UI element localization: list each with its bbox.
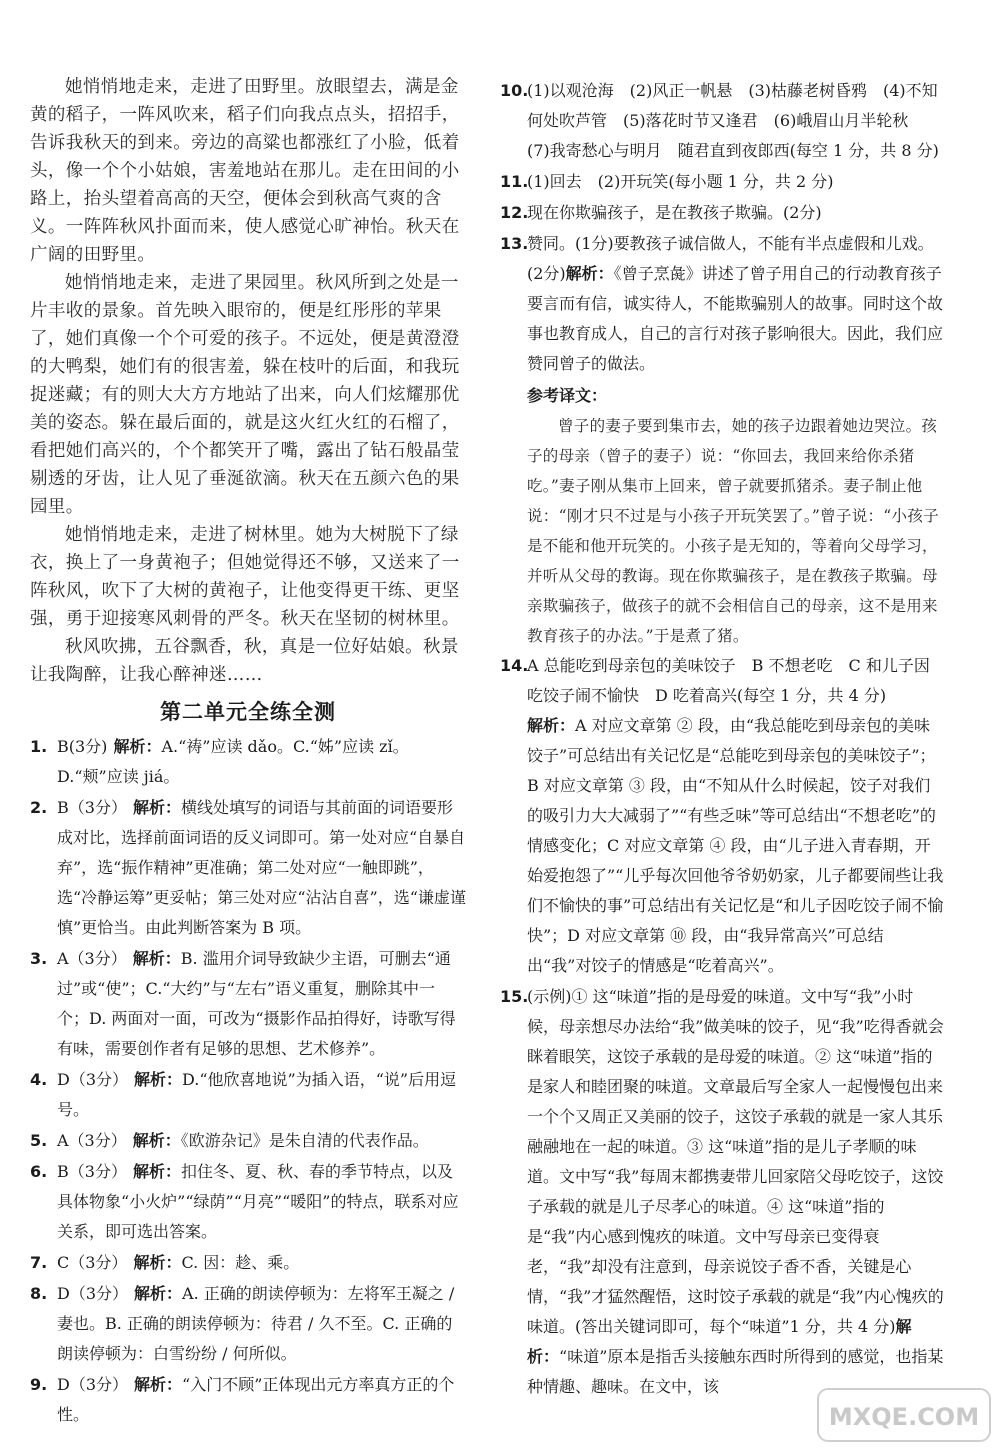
item-number: 9. <box>30 1375 48 1394</box>
item-number: 2. <box>30 798 48 817</box>
answer-item <box>30 732 466 792</box>
answer-item <box>500 76 945 166</box>
item-number: 4. <box>30 1070 48 1089</box>
analysis-text: A. 正确的朗读停顿为：左将军王凝之 / 妻也。B. 正确的朗读停顿为：待君 / 久不至。C. 正确的朗读停顿为：白雪纷纷 / 何所似。 <box>57 1284 455 1363</box>
analysis-tag: 解析： <box>113 737 162 756</box>
analysis-tag: 解析： <box>133 1253 182 1272</box>
analysis-text: 《曾子烹彘》讲述了曾子用自己的行动教育孩子要言而有信，诚实待人，不能欺骗别人的故事。同时这个故事也教育成人，自己的言行对孩子影响很大。因此，我们应赞同曾子的做法。 <box>527 264 944 373</box>
analysis-text: A.“祷”应读 dǎo。C.“姊”应读 zǐ。D.“颊”应读 jiá。 <box>57 737 409 786</box>
item-number: 7. <box>30 1253 48 1272</box>
analysis-text: B. 滥用介词导致缺少主语，可删去“通过”或“使”；C.“大约”与“左右”语义重复，删除其中一个；D. 两面对一面，可改为“摄影作品拍得好，诗歌写得有味，需要创作者有足够的思想、艺术修养”。 <box>57 949 456 1058</box>
answer-item <box>500 651 945 981</box>
watermark-text: MXQE.COM <box>828 1403 980 1431</box>
item-answer: A（3分） <box>57 1131 127 1150</box>
essay-paragraph: 她悄悄地走来，走进了田野里。放眼望去，满是金黄的稻子，一阵风吹来，稻子们向我点点头，招招手，告诉我秋天的到来。旁边的高粱也都涨红了小脸，低着头，像一个个小姑娘，害羞地站在那儿。走在田间的小路上，抬头望着高高的天空，便体会到秋高气爽的含义。一阵阵秋风扑面而来，使人感觉心旷神怡。秋天在广阔的田野里。 <box>30 77 460 265</box>
item-number: 8. <box>30 1284 48 1303</box>
translation-heading: 参考译文： <box>527 386 608 405</box>
analysis-text: “入门不顾”正体现出元方率真方正的个性。 <box>57 1375 455 1424</box>
item-number: 6. <box>30 1162 48 1181</box>
translation-text: 曾子的妻子要到集市去，她的孩子边跟着她边哭泣。孩子的母亲（曾子的妻子）说：“你回去，我回来给你杀猪吃。”妻子刚从集市上回来，曾子就要抓猪杀。妻子制止他说：“刚才只不过是与小孩子开玩笑罢了。”曾子说：“小孩子是不能和他开玩笑的。小孩子是无知的，等着向父母学习，并听从父母的教诲。现在你欺骗孩子，是在教孩子欺骗。母亲欺骗孩子，做孩子的就不会相信自己的母亲，这不是用来教育孩子的办法。”于是煮了猪。 <box>527 417 939 645</box>
answer-item <box>30 1279 466 1369</box>
essay-paragraph: 秋风吹拂，五谷飘香，秋，真是一位好姑娘。秋景让我陶醉，让我心醉神迷…… <box>30 637 459 685</box>
answer-item <box>30 944 466 1064</box>
item-number: 13. <box>500 234 529 253</box>
analysis-tag: 解析： <box>134 1375 183 1394</box>
analysis-text: “味道”原本是指舌头接触东西时所得到的感觉，也指某种情趣、趣味。在文中，该 <box>527 1347 944 1396</box>
analysis-tag: 解析： <box>565 264 614 283</box>
analysis-tag: 解析： <box>134 1284 183 1303</box>
reference-translation <box>500 381 945 651</box>
answer-item <box>500 982 945 1402</box>
answer-item <box>500 229 945 379</box>
item-answer: D（3分） <box>57 1070 129 1089</box>
answer-list-right <box>500 76 945 1402</box>
item-answer: D（3分） <box>57 1284 129 1303</box>
answer-text: A 总能吃到母亲包的美味饺子 B 不想老吃 C 和儿子因吃饺子闹不愉快 D 吃着高兴(每空 1 分，共 4 分) <box>527 656 930 705</box>
item-number: 15. <box>500 987 529 1006</box>
site-watermark <box>816 1385 992 1445</box>
analysis-tag: 解析： <box>132 798 181 817</box>
answer-item <box>30 793 466 943</box>
essay-paragraph: 她悄悄地走来，走进了树林里。她为大树脱下了绿衣，换上了一身黄袍子；但她觉得还不够，又送来了一阵秋风，吹下了大树的黄袍子，让他变得更干练、更坚强，勇于迎接寒风刺骨的严冬。秋天在坚韧的树林里。 <box>30 525 460 629</box>
item-number: 10. <box>500 81 529 100</box>
analysis-tag: 解析： <box>134 1070 183 1089</box>
item-answer: A（3分） <box>57 949 127 968</box>
analysis-tag: 解析： <box>527 1317 912 1366</box>
item-answer: B(3分) <box>57 737 108 756</box>
item-answer: D（3分） <box>57 1375 129 1394</box>
answer-list-left <box>30 732 466 1430</box>
analysis-text: C. 因：趁、乘。 <box>181 1253 300 1272</box>
analysis-text: A 对应文章第 ② 段，由“我总能吃到母亲包的美味饺子”可总结出有关记忆是“总能吃到母亲包的美味饺子”；B 对应文章第 ③ 段，由“不知从什么时候起，饺子对我们的吸引力大大减弱了”“有些乏味”等可总结出“不想老吃”的情感变化；C 对应文章第 ④ 段，由“儿子进入青春期，开始爱抱怨了”“儿乎每次回他爷爷奶奶家，儿子都要闹些让我们不愉快的事”可总结出有关记忆是“和儿子因吃饺子闹不愉快”；D 对应文章第 ⑩ 段，由“我异常高兴”可总结出“我”对饺子的情感是“吃着高兴”。 <box>527 716 944 975</box>
item-number: 12. <box>500 203 529 222</box>
item-number: 1. <box>30 737 48 756</box>
analysis-text: 《欧游杂记》是朱自清的代表作品。 <box>180 1131 429 1150</box>
analysis-tag: 解析： <box>132 1131 181 1150</box>
answer-text: (1)以观沧海 (2)风正一帆悬 (3)枯藤老树昏鸦 (4)不知何处吹芦管 (5)落花时节又逢君 (6)峨眉山月半轮秋 (7)我寄愁心与明月 随君直到夜郎西(每空 1 分，共 8 分) <box>527 81 939 160</box>
answer-text: (1)回去 (2)开玩笑(每小题 1 分，共 2 分) <box>527 172 834 191</box>
essay-paragraph: 她悄悄地走来，走进了果园里。秋风所到之处是一片丰收的景象。首先映入眼帘的，便是红彤彤的苹果了，她们真像一个个可爱的孩子。不远处，便是黄澄澄的大鸭梨，她们有的很害羞，躲在枝叶的后面，和我玩捉迷藏；有的则大大方方地站了出来，向人们炫耀那优美的姿态。躲在最后面的，就是这火红火红的石榴了，看把她们高兴的，个个都笑开了嘴，露出了钻石般晶莹剔透的牙齿，让人见了垂涎欲滴。秋天在五颜六色的果园里。 <box>30 273 460 517</box>
essay-excerpt <box>30 73 460 689</box>
item-number: 14. <box>500 656 529 675</box>
analysis-text: 扣住冬、夏、秋、春的季节特点，以及具体物象“小火炉”“绿荫”“月亮”“暖阳”的特点，联系对应关系，即可选出答案。 <box>57 1162 459 1241</box>
answer-text: 赞同。(1分)要教孩子诚信做人，不能有半点虚假和儿戏。(2分) <box>527 234 934 283</box>
answer-item <box>30 1126 466 1156</box>
answer-text: (示例)① 这“味道”指的是母爱的味道。文中写“我”小时候，母亲想尽办法给“我”做美味的饺子，见“我”吃得香就会眯着眼笑，这饺子承载的是母爱的味道。② 这“味道”指的是家人和睦团聚的味道。文章最后写全家人一起慢慢包出来一个个又周正又美丽的饺子，这饺子承载的就是一家人其乐融融地在一起的味道。③ 这“味道”指的是儿子孝顺的味道。文中写“我”每周末都携妻带儿回家陪父母吃饺子，这饺子承载的就是儿子尽孝心的味道。④ 这“味道”指的是“我”内心感到愧疚的味道。文中写母亲已变得衰老，“我”却没有注意到，母亲说饺子香不香，关键是心情，“我”才猛然醒悟，这时饺子承载的就是“我”内心愧疚的味道。(答出关键词即可，每个“味道”1 分，共 4 分) <box>527 987 944 1336</box>
item-answer: B（3分） <box>57 1162 127 1181</box>
answer-item <box>500 198 945 228</box>
item-number: 11. <box>500 172 529 191</box>
analysis-tag: 解析： <box>132 1162 181 1181</box>
item-number: 3. <box>30 949 48 968</box>
item-number: 5. <box>30 1131 48 1150</box>
answer-item <box>30 1157 466 1247</box>
analysis-text: D.“他欣喜地说”为插入语，“说”后用逗号。 <box>57 1070 457 1119</box>
analysis-text: 横线处填写的词语与其前面的词语要形成对比，选择前面词语的反义词即可。第一处对应“自暴自弃”，选“振作精神”更准确；第二处对应“一触即跳”，选“冷静运筹”更妥帖；第三处对应“沾沾自喜”，选“谦虚谨慎”更恰当。由此判断答案为 B 项。 <box>57 798 466 937</box>
analysis-tag: 解析： <box>527 716 576 735</box>
answer-item <box>500 167 945 197</box>
analysis-tag: 解析： <box>132 949 181 968</box>
answer-item <box>30 1248 466 1278</box>
section-title: 第二单元全练全测 <box>160 700 336 724</box>
answer-text: 现在你欺骗孩子，是在教孩子欺骗。(2分) <box>527 203 822 222</box>
answer-item <box>30 1370 466 1430</box>
answer-item <box>30 1065 466 1125</box>
item-answer: C（3分） <box>57 1253 128 1272</box>
item-answer: B（3分） <box>57 798 127 817</box>
